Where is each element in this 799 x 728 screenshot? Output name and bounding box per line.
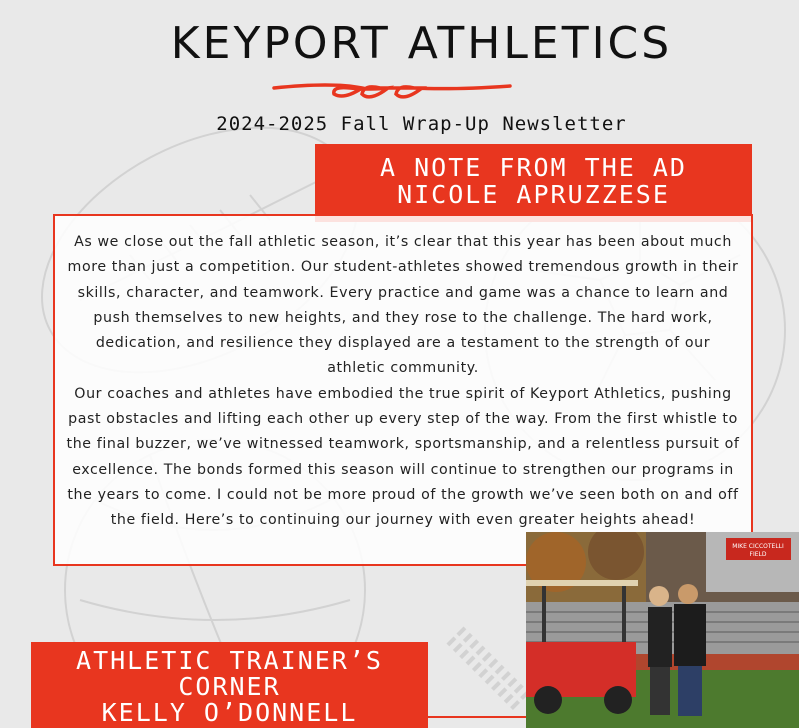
field-photo: [526, 532, 799, 728]
newsletter-subtitle: 2024-2025 Fall Wrap-Up Newsletter: [216, 113, 627, 135]
trainer-heading-line1: ATHLETIC TRAINER’S: [76, 646, 383, 675]
field-photo-illustration: [526, 532, 799, 728]
trainer-corner-banner: [31, 642, 428, 728]
trainer-heading-line3: KELLY O’DONNELL: [101, 698, 358, 727]
field-sign-line1: MIKE CICCOTELLI: [732, 543, 784, 550]
ad-note-heading-line1: A NOTE FROM THE AD: [380, 153, 687, 182]
decorative-squiggle-icon: [272, 80, 512, 104]
trainer-heading-line2: CORNER: [178, 672, 281, 701]
trainer-banner-divider: [428, 716, 526, 718]
ad-note-heading-line2: NICOLE APRUZZESE: [397, 180, 670, 209]
ad-note-paragraph-2: Our coaches and athletes have embodied the true spirit of Keyport Athletics, pushing past obstacles and lifting each other up every step of the way. From the first whistle to the final buzzer, we’ve witnessed teamwork, sportsmanship, and a relentless pursuit of excellence. The bonds formed this season will continue to strengthen our programs in the years to come. I could not be more proud of the growth we’ve seen both on and off the field. Here’s to continuing our journey with even greater heights ahead!: [66, 385, 740, 529]
field-sign-line2: FIELD: [749, 551, 767, 558]
ad-note-banner: [315, 144, 752, 222]
page-title: KEYPORT ATHLETICS: [170, 18, 673, 69]
ad-note-box: [53, 214, 753, 566]
ad-note-paragraph-1: As we close out the fall athletic season, it’s clear that this year has been about much more than just a competition. Our student-athletes showed tremendous growth in their skills, character, and teamwork. Every practice and game was a chance to learn and push themselves to new heights, and they rose to the challenge. The hard work, dedication, and resilience they displayed are a testament to the strength of our athletic community.: [67, 234, 739, 377]
